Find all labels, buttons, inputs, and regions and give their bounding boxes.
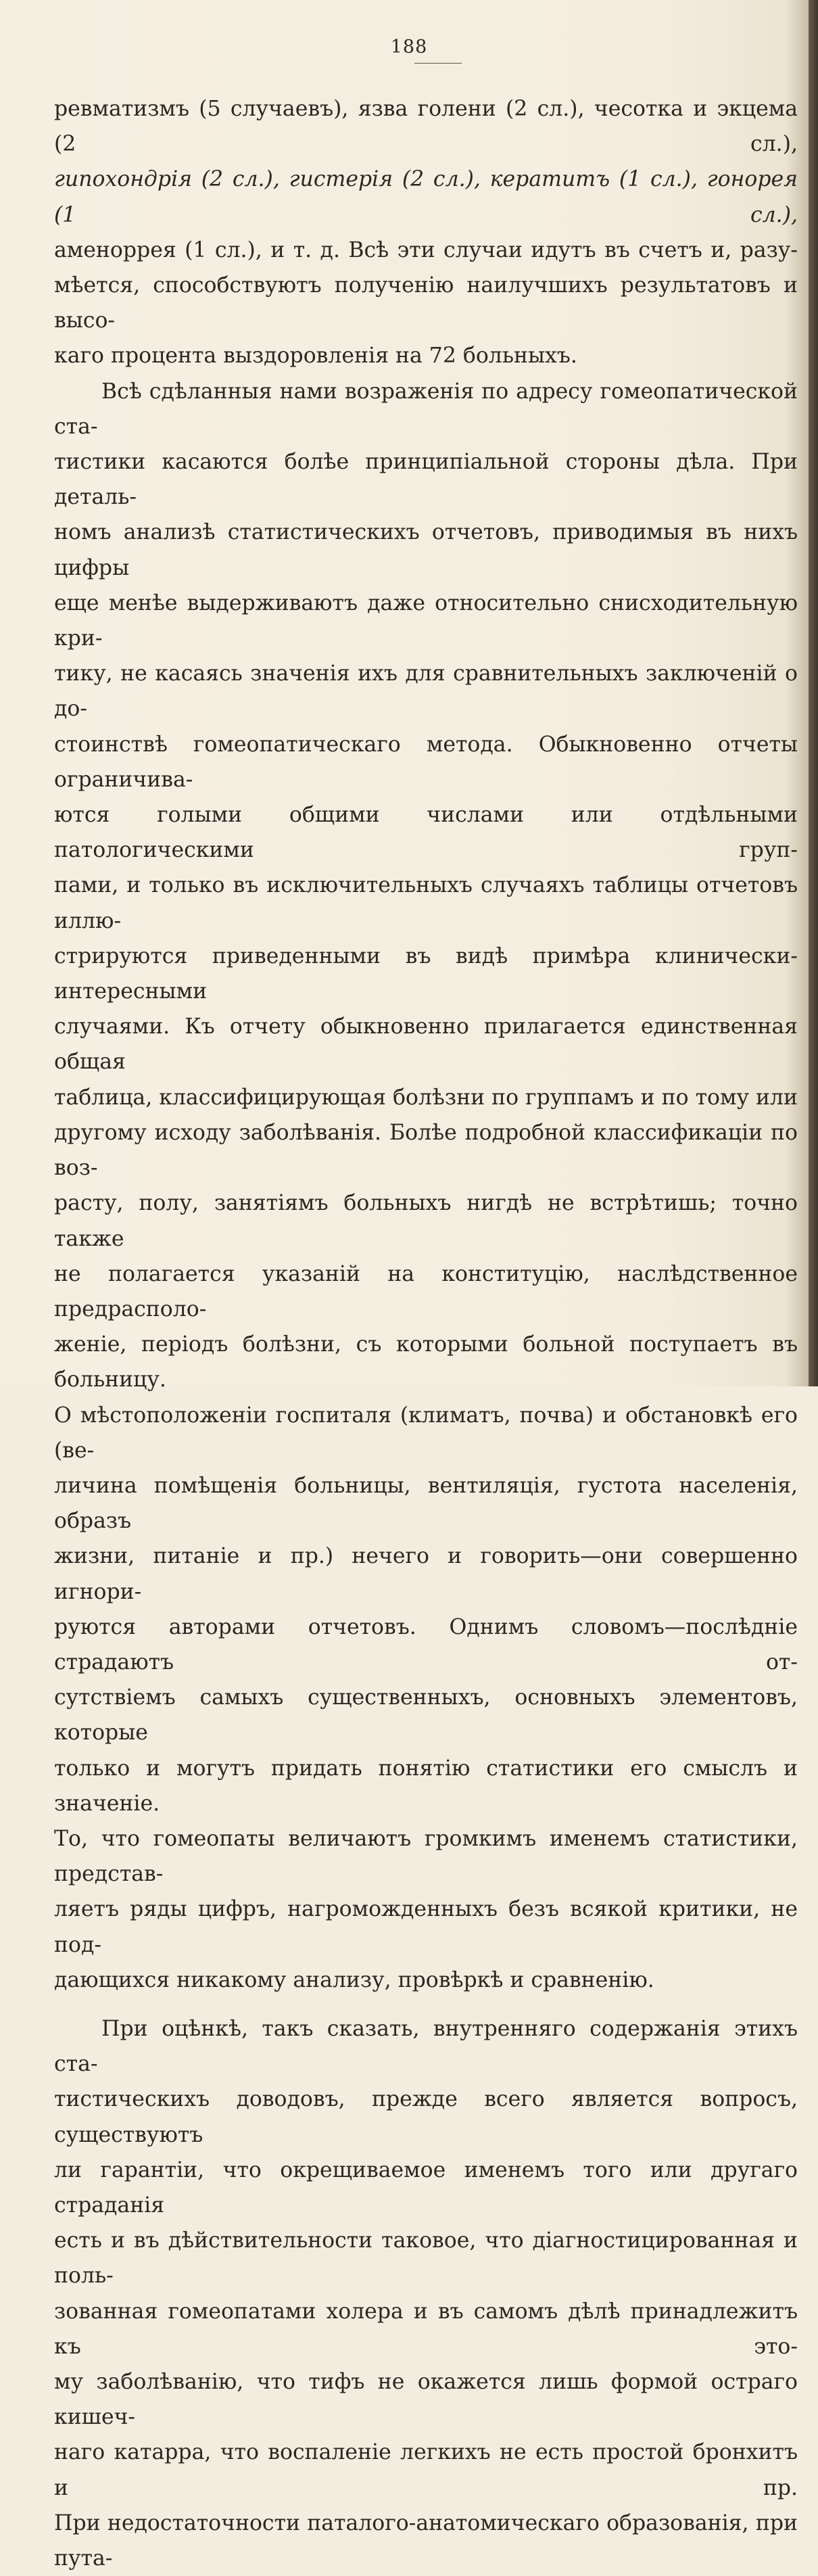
body-line: То, что гомеопаты величаютъ громкимъ именемъ статистики, представ-: [54, 1826, 798, 1887]
body-line: сутствіемъ самыхъ существенныхъ, основныхъ элементовъ, которые: [54, 1685, 798, 1746]
body-line: есть и въ дѣйствительности таковое, что діагностицированная и поль-: [54, 2228, 798, 2289]
body-line: тистическихъ доводовъ, прежде всего является вопросъ, существуютъ: [54, 2087, 798, 2147]
body-line: му заболѣванію, что тифъ не окажется лишь формой остраго кишеч-: [54, 2370, 798, 2430]
body-line: аменоррея (1 сл.), и т. д. Всѣ эти случаи идутъ въ счетъ и, разу-: [54, 237, 798, 262]
body-line: тистики касаются болѣе принципіальной стороны дѣла. При деталь-: [54, 450, 798, 510]
body-line: О мѣстоположеніи госпиталя (климатъ, почва) и обстановкѣ его (ве-: [54, 1403, 798, 1463]
body-line: ревматизмъ (5 случаевъ), язва голени (2 сл.), чесотка и экцема (2 сл.),: [54, 97, 798, 157]
body-line: наго катарра, что воспаленіе легкихъ не есть простой бронхитъ и пр.: [54, 2440, 798, 2500]
body-line: стрируются приведенными въ видѣ примѣра клинически-интересными: [54, 943, 798, 1004]
page-number-underline: [414, 63, 462, 64]
body-line: гипохондрія (2 сл.), гистерія (2 сл.), кератитъ (1 сл.), гонорея (1 сл.),: [54, 167, 798, 227]
body-line: ли гарантіи, что окрещиваемое именемъ того или другаго страданія: [54, 2157, 798, 2218]
body-line: номъ анализѣ статистическихъ отчетовъ, приводимыя въ нихъ цифры: [54, 520, 798, 580]
body-line: зованная гомеопатами холера и въ самомъ дѣлѣ принадлежитъ къ это-: [54, 2299, 798, 2359]
body-line: дающихся никакому анализу, провѣркѣ и сравненію.: [54, 1967, 654, 1992]
body-line: При недостаточности паталого-анатомическаго образованія, при пута-: [54, 2510, 798, 2571]
body-line: не полагается указаній на конституцію, наслѣдственное предрасполо-: [54, 1261, 798, 1321]
body-line: женіе, періодъ болѣзни, съ которыми больной поступаетъ въ больницу.: [54, 1332, 798, 1392]
body-line: другому исходу заболѣванія. Болѣе подробной классификаціи по воз-: [54, 1120, 798, 1181]
body-line: случаями. Къ отчету обыкновенно прилагается единственная общая: [54, 1014, 798, 1075]
body-line: ются голыми общими числами или отдѣльными патологическими груп-: [54, 803, 798, 863]
page-number: 188: [390, 37, 428, 57]
body-line: жизни, питаніе и пр.) нечего и говорить—они совершенно игнори-: [54, 1544, 798, 1604]
body-line: руются авторами отчетовъ. Однимъ словомъ—послѣдніе страдаютъ от-: [54, 1614, 798, 1675]
page-body: [54, 91, 798, 2576]
body-line: Всѣ сдѣланныя нами возраженія по адресу гомеопатической ста-: [54, 379, 798, 439]
body-line: пами, и только въ исключительныхъ случаяхъ таблицы отчетовъ иллю-: [54, 873, 798, 933]
body-line: При оцѣнкѣ, такъ сказать, внутренняго содержанія этихъ ста-: [54, 2016, 798, 2077]
body-line: только и могутъ придать понятію статистики его смыслъ и значеніе.: [54, 1756, 798, 1816]
body-line: мѣется, способствуютъ полученію наилучшихъ результатовъ и высо-: [54, 273, 798, 333]
body-line: стоинствѣ гомеопатическаго метода. Обыкновенно отчеты ограничива-: [54, 732, 798, 792]
page-edge-shadow: [809, 0, 818, 1386]
body-line: ляетъ ряды цифръ, нагроможденныхъ безъ всякой критики, не под-: [54, 1897, 798, 1957]
body-line: каго процента выздоровленія на 72 больныхъ.: [54, 344, 577, 369]
body-line: еще менѣе выдерживаютъ даже относительно снисходительную кри-: [54, 590, 798, 651]
body-line: тику, не касаясь значенія ихъ для сравнительныхъ заключеній о до-: [54, 661, 798, 722]
body-line: личина помѣщенія больницы, вентиляція, густота населенія, образъ: [54, 1473, 798, 1534]
body-line: расту, полу, занятіямъ больныхъ нигдѣ не встрѣтишь; точно также: [54, 1191, 798, 1251]
body-line: таблица, классифицирующая болѣзни по группамъ и по тому или: [54, 1085, 798, 1110]
